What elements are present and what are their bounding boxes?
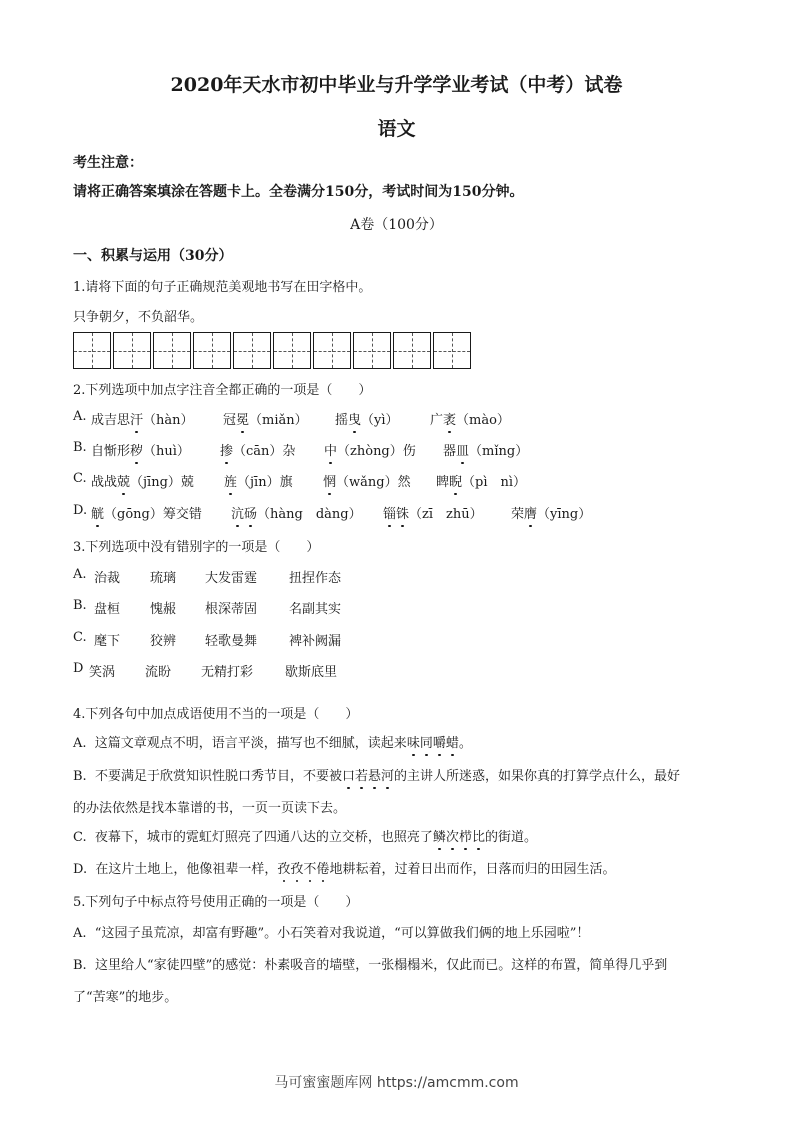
grid-cell[interactable] — [73, 332, 111, 369]
grid-cell[interactable] — [433, 332, 471, 369]
option-label: D. — [73, 862, 88, 877]
q3-option-b[interactable]: B. 盘桓 愧赧 根深蒂固 名副其实 — [73, 598, 342, 617]
dotted-idiom: 味同嚼蜡 — [407, 736, 459, 751]
grid-cell[interactable] — [353, 332, 391, 369]
q1-stem: 1.请将下面的句子正确规范美观地书写在田字格中。 — [73, 280, 372, 295]
tianzige-grid — [73, 332, 473, 369]
q4-option-b-continued: 的办法依然是找本靠谱的书，一页一页读下去。 — [73, 801, 347, 816]
section-a-heading: A卷（100分） — [350, 217, 443, 233]
q5-stem: 5.下列句子中标点符号使用正确的一项是（ ） — [73, 895, 359, 910]
grid-cell[interactable] — [193, 332, 231, 369]
grid-cell[interactable] — [313, 332, 351, 369]
subject-title: 语文 — [377, 118, 416, 140]
notice-heading: 考生注意： — [73, 155, 143, 171]
q2-stem: 2.下列选项中加点字注音全都正确的一项是（ ） — [73, 383, 372, 398]
option-label: D — [73, 661, 84, 676]
q4-stem: 4.下列各句中加点成语使用不当的一项是（ ） — [73, 707, 359, 722]
q4-option-b[interactable]: B. 不要满足于欣赏知识性脱口秀节目，不要被口若悬河的主讲人所迷惑，如果你真的打算学点什么，最好 — [73, 765, 680, 784]
q3-option-c[interactable]: C. 麾下 狡辨 轻歌曼舞 裨补阙漏 — [73, 630, 342, 649]
dotted-idiom: 孜孜不倦 — [277, 862, 329, 877]
q2-option-a[interactable]: A. 成吉思汗（hàn） 冠冕（miǎn） 摇曳（yì） 广袤（mào） — [73, 409, 510, 428]
grid-cell[interactable] — [273, 332, 311, 369]
q4-option-c[interactable]: C. 夜幕下，城市的霓虹灯照亮了四通八达的立交桥，也照亮了鳞次栉比的街道。 — [73, 826, 537, 845]
page-title: 2020年天水市初中毕业与升学学业考试（中考）试卷 — [170, 74, 623, 96]
q2-option-d[interactable]: D. 觥（gōng）筹交错 沆砀（hàng dàng） 锱铢（zī zhū） 荣膺（yīng） — [73, 503, 592, 522]
q4-option-a[interactable]: A. 这篇文章观点不明，语言平淡，描写也不细腻，读起来味同嚼蜡。 — [73, 732, 472, 751]
grid-cell[interactable] — [393, 332, 431, 369]
dotted-idiom: 口若悬河 — [342, 769, 394, 784]
option-label: A. — [73, 926, 87, 941]
footer-watermark: 马可蜜蜜题库网 https://amcmm.com — [274, 1075, 519, 1091]
q4-option-d[interactable]: D. 在这片土地上，他像祖辈一样，孜孜不倦地耕耘着，过着日出而作，日落而归的田园生活。 — [73, 858, 615, 877]
q3-option-a[interactable]: A. 治裁 琉璃 大发雷霆 扭捏作态 — [73, 567, 342, 586]
option-label: B. — [73, 440, 87, 455]
grid-cell[interactable] — [113, 332, 151, 369]
q2-option-c[interactable]: C. 战战兢（jīng）兢 旌（jīn）旗 惘（wǎng）然 睥睨（pì nì） — [73, 471, 527, 490]
option-label: C. — [73, 471, 87, 486]
q5-option-a[interactable]: A. “这园子虽荒凉，却富有野趣”。小石笑着对我说道，“可以算做我们俩的地上乐园啦”！ — [73, 926, 590, 941]
option-label: B. — [73, 769, 87, 784]
q5-option-b-continued: 了“苦寒”的地步。 — [73, 990, 178, 1005]
grid-cell[interactable] — [233, 332, 271, 369]
notice-text: 请将正确答案填涂在答题卡上。全卷满分150分，考试时间为150分钟。 — [73, 184, 524, 200]
q5-option-b[interactable]: B. 这里给人“家徒四壁”的感觉：朴素吸音的墙壁，一张榻榻米，仅此而已。这样的布置，简单得几乎到 — [73, 958, 668, 973]
q3-stem: 3.下列选项中没有错别字的一项是（ ） — [73, 540, 320, 555]
q1-sentence: 只争朝夕，不负韶华。 — [73, 310, 204, 325]
part-one-heading: 一、积累与运用（30分） — [73, 248, 233, 264]
option-label: A. — [73, 567, 87, 582]
option-label: A. — [73, 409, 87, 424]
option-label: A. — [73, 736, 87, 751]
dotted-idiom: 鳞次栉比 — [433, 830, 485, 845]
option-label: C. — [73, 630, 87, 645]
option-label: B. — [73, 598, 87, 613]
option-label: D. — [73, 503, 88, 518]
q2-option-b[interactable]: B. 自惭形秽（huì） 掺（cān）杂 中（zhòng）伤 器皿（mǐng） — [73, 440, 529, 459]
option-label: B. — [73, 958, 87, 973]
q3-option-d[interactable]: D 笑涡 流盼 无精打彩 歇斯底里 — [73, 661, 338, 680]
option-label: C. — [73, 830, 87, 845]
grid-cell[interactable] — [153, 332, 191, 369]
